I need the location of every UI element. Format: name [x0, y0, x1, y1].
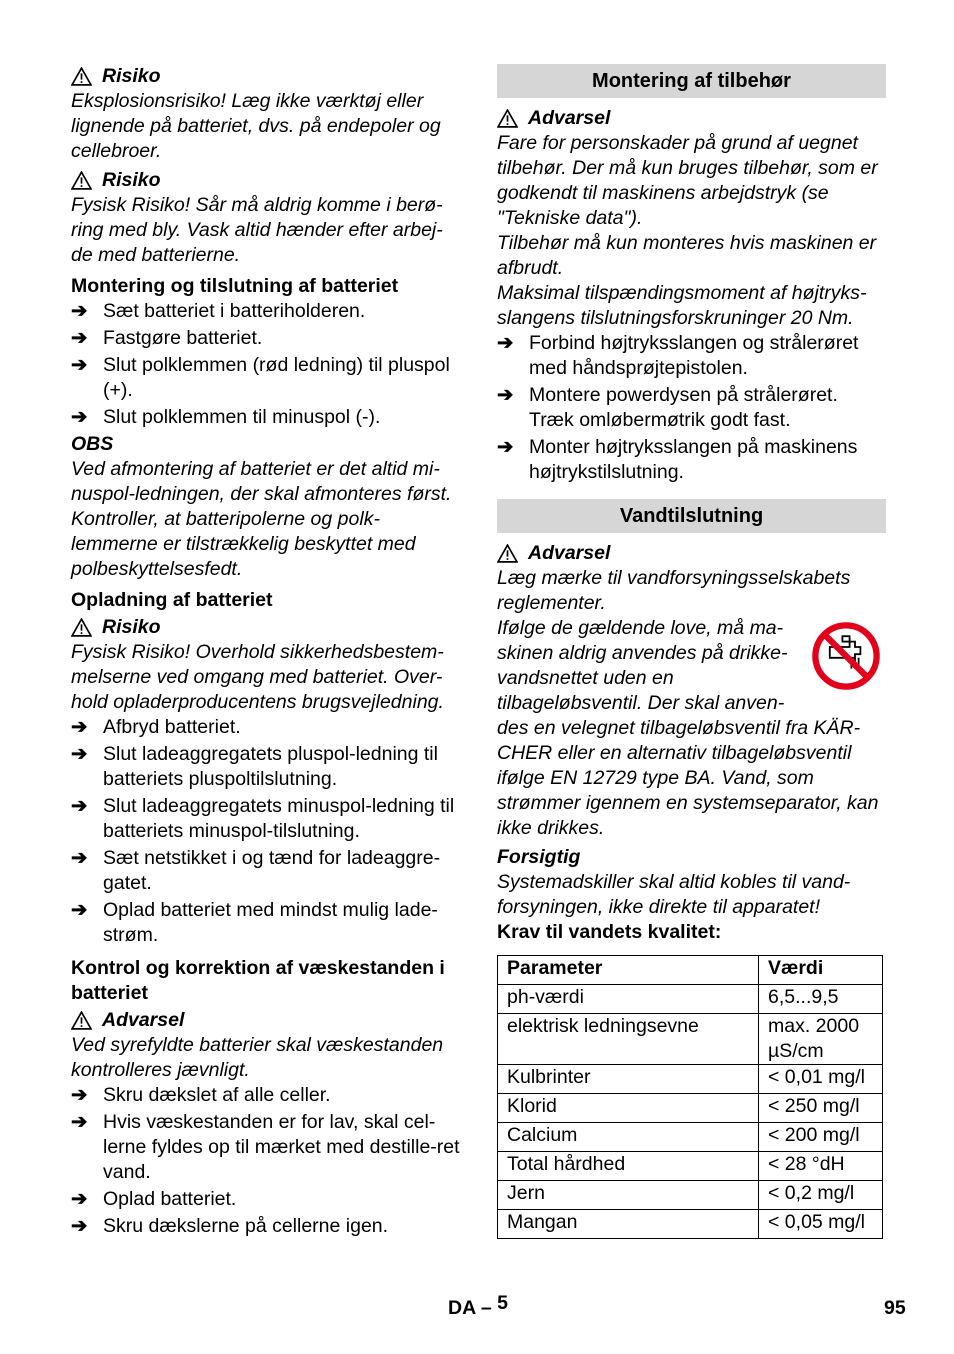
- warning-title: Risiko: [102, 65, 161, 87]
- list-item: [71, 1214, 461, 1239]
- list-item-text: Oplad batteriet med mindst mulig lade-strøm.: [103, 899, 438, 946]
- value-cell: 6,5...9,5: [759, 985, 883, 1014]
- list-item: [497, 435, 886, 485]
- parameter-cell: ph-værdi: [498, 985, 759, 1014]
- table-row: [498, 1123, 883, 1152]
- list-item: [71, 742, 461, 792]
- warning-text: Ifølge de gældende love, må ma-skinen aldrig anvendes på drikke-vandsnettet uden en tilbageløbsventil. Der skal anven-des en velegnet tilbageløbsventil fra KÄR-CHER eller en alternativ tilbageløbsventil ifølge EN 12729 type BA. Vand, som strømmer igennem en systemseparator, kan ikke drikkes.: [497, 617, 879, 839]
- footer-section-label: [448, 1292, 509, 1320]
- arrow-icon: ➔: [71, 327, 88, 349]
- table-row: [498, 1181, 883, 1210]
- table-row: [498, 1094, 883, 1123]
- value-cell: < 0,05 mg/l: [759, 1210, 883, 1239]
- value-cell: < 0,2 mg/l: [759, 1181, 883, 1210]
- table-row: [498, 1065, 883, 1094]
- footer-lang: DA: [448, 1297, 476, 1319]
- arrow-icon: ➔: [71, 743, 88, 765]
- list-item-text: Monter højtryksslangen på maskinens højtrykstilslutning.: [529, 436, 858, 483]
- arrow-icon: ➔: [71, 406, 88, 428]
- warning-heading: [71, 615, 461, 640]
- warning-heading: [71, 1008, 461, 1033]
- parameter-cell: Jern: [498, 1181, 759, 1210]
- table-row: [498, 1210, 883, 1239]
- list-item-text: Oplad batteriet.: [103, 1188, 237, 1210]
- arrow-icon: ➔: [497, 384, 514, 406]
- list-item-text: Sæt netstikket i og tænd for ladeaggre-gatet.: [103, 847, 441, 894]
- arrow-icon: ➔: [71, 795, 88, 817]
- footer-sub: 5: [497, 1292, 509, 1314]
- value-cell: < 200 mg/l: [759, 1123, 883, 1152]
- arrow-icon: ➔: [71, 1084, 88, 1106]
- table-row: [498, 1014, 883, 1065]
- list-item: [497, 383, 886, 433]
- list-item-text: Slut polklemmen til minuspol (-).: [103, 406, 381, 428]
- no-drinking-water-icon: [810, 620, 882, 692]
- arrow-icon: ➔: [497, 332, 514, 354]
- arrow-icon: ➔: [71, 1111, 88, 1133]
- table-header: Parameter: [498, 956, 759, 985]
- value-cell: < 0,01 mg/l: [759, 1065, 883, 1094]
- note-title: OBS: [71, 433, 114, 455]
- list-item: [71, 299, 461, 324]
- warning-heading: [497, 541, 886, 566]
- arrow-icon: ➔: [71, 1188, 88, 1210]
- list-item: [71, 794, 461, 844]
- list-item-text: Sæt batteriet i batteriholderen.: [103, 300, 366, 322]
- warning-title: Risiko: [102, 169, 161, 191]
- table-row: [498, 985, 883, 1014]
- section-heading: Krav til vandets kvalitet:: [497, 921, 722, 943]
- warning-text: Maksimal tilspændingsmoment af højtryks-slangens tilslutningsforskruninger 20 Nm.: [497, 282, 867, 329]
- caution-text: Systemadskiller skal altid kobles til vand-forsyningen, ikke direkte til apparatet!: [497, 871, 851, 918]
- list-item: [71, 1187, 461, 1212]
- parameter-cell: Calcium: [498, 1123, 759, 1152]
- warning-heading: [71, 168, 461, 193]
- value-cell: < 250 mg/l: [759, 1094, 883, 1123]
- table-row: [498, 1152, 883, 1181]
- accessory-steps-list: [497, 331, 886, 485]
- value-cell: < 28 °dH: [759, 1152, 883, 1181]
- mount-steps-list: [71, 299, 461, 430]
- warning-title: Advarsel: [528, 107, 611, 129]
- warning-title: Advarsel: [528, 542, 611, 564]
- list-item: [71, 846, 461, 896]
- list-item: [71, 326, 461, 351]
- warning-triangle-icon: [71, 171, 92, 190]
- list-item: [71, 353, 461, 403]
- warning-triangle-icon: [497, 109, 518, 128]
- list-item: [497, 331, 886, 381]
- list-item: [71, 1110, 461, 1185]
- warning-triangle-icon: [497, 544, 518, 563]
- drinking-water-block: [497, 616, 886, 841]
- arrow-icon: ➔: [71, 1215, 88, 1237]
- warning-triangle-icon: [71, 1011, 92, 1030]
- warning-text: Fysisk Risiko! Overhold sikkerhedsbestem-melserne ved omgang med batteriet. Over-hold opladerproducentens brugsvejledning.: [71, 641, 444, 713]
- warning-heading: [71, 64, 461, 89]
- page-number: 95: [884, 1297, 906, 1319]
- section-heading: Opladning af batteriet: [71, 589, 273, 611]
- warning-text: Eksplosionsrisiko! Læg ikke værktøj eller lignende på batteriet, dvs. på endepoler og cellebroer.: [71, 90, 441, 162]
- list-item: [71, 898, 461, 948]
- warning-triangle-icon: [71, 67, 92, 86]
- caution-title: Forsigtig: [497, 846, 581, 868]
- list-item-text: Montere powerdysen på strålerøret. Træk omløbermøtrik godt fast.: [529, 384, 838, 431]
- list-item-text: Afbryd batteriet.: [103, 716, 241, 738]
- section-banner: Vandtilslutning: [497, 499, 886, 533]
- note-text: Ved afmontering af batteriet er det altid mi-nuspol-ledningen, der skal afmonteres først. Kontroller, at batteripolerne og polk-lemmerne er tilstrækkelig beskyttet med polbeskyttelsesfedt.: [71, 458, 452, 580]
- list-item-text: Fastgøre batteriet.: [103, 327, 263, 349]
- parameter-cell: Total hårdhed: [498, 1152, 759, 1181]
- list-item-text: Slut ladeaggregatets minuspol-ledning til batteriets minuspol-tilslutning.: [103, 795, 455, 842]
- warning-title: Risiko: [102, 616, 161, 638]
- warning-text: Fysisk Risiko! Sår må aldrig komme i berø-ring med bly. Vask altid hænder efter arbej-de med batterierne.: [71, 194, 443, 266]
- warning-heading: [497, 106, 886, 131]
- value-cell: max. 2000 µS/cm: [759, 1014, 883, 1065]
- arrow-icon: ➔: [71, 300, 88, 322]
- water-quality-table: [497, 955, 883, 1239]
- list-item-text: Skru dækslerne på cellerne igen.: [103, 1215, 389, 1237]
- list-item: [71, 1083, 461, 1108]
- list-item: [71, 405, 461, 430]
- list-item: [71, 715, 461, 740]
- warning-title: Advarsel: [102, 1009, 185, 1031]
- warning-triangle-icon: [71, 618, 92, 637]
- arrow-icon: ➔: [71, 847, 88, 869]
- parameter-cell: elektrisk ledningsevne: [498, 1014, 759, 1065]
- arrow-icon: ➔: [497, 436, 514, 458]
- right-column: [497, 64, 886, 1239]
- section-heading: Kontrol og korrektion af væskestanden i batteriet: [71, 957, 445, 1004]
- list-item-text: Forbind højtryksslangen og strålerøret med håndsprøjtepistolen.: [529, 332, 859, 379]
- arrow-icon: ➔: [71, 899, 88, 921]
- parameter-cell: Kulbrinter: [498, 1065, 759, 1094]
- table-header: Værdi: [759, 956, 883, 985]
- arrow-icon: ➔: [71, 716, 88, 738]
- warning-text: Ved syrefyldte batterier skal væskestanden kontrolleres jævnligt.: [71, 1034, 444, 1081]
- parameter-cell: Klorid: [498, 1094, 759, 1123]
- check-steps-list: [71, 1083, 461, 1239]
- section-heading: Montering og tilslutning af batteriet: [71, 275, 399, 297]
- list-item-text: Slut polklemmen (rød ledning) til pluspol (+).: [103, 354, 450, 401]
- arrow-icon: ➔: [71, 354, 88, 376]
- footer-sep: –: [480, 1297, 492, 1319]
- list-item-text: Hvis væskestanden er for lav, skal cel-lerne fyldes op til mærket med destille-ret vand.: [103, 1111, 460, 1183]
- parameter-cell: Mangan: [498, 1210, 759, 1239]
- warning-text: Læg mærke til vandforsyningsselskabets reglementer.: [497, 567, 851, 614]
- list-item-text: Slut ladeaggregatets pluspol-ledning til batteriets pluspoltilslutning.: [103, 743, 438, 790]
- warning-text: Tilbehør må kun monteres hvis maskinen er afbrudt.: [497, 232, 877, 279]
- list-item-text: Skru dækslet af alle celler.: [103, 1084, 331, 1106]
- section-banner: Montering af tilbehør: [497, 64, 886, 98]
- charge-steps-list: [71, 715, 461, 948]
- warning-text: Fare for personskader på grund af uegnet tilbehør. Der må kun bruges tilbehør, som er godkendt til maskinens arbejdstryk (se "Tekniske data").: [497, 132, 878, 229]
- left-column: [71, 60, 461, 1241]
